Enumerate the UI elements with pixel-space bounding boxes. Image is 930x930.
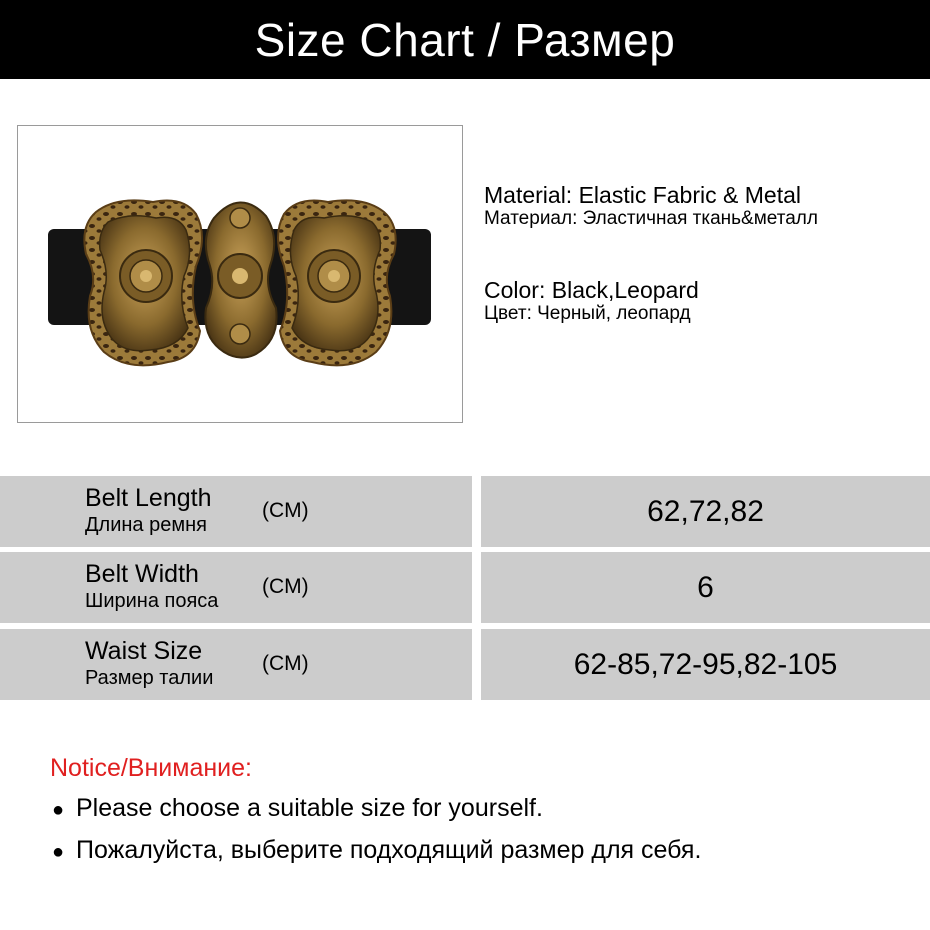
list-item	[52, 836, 701, 865]
row-label-en: Belt Width	[85, 560, 199, 588]
row-label-cell	[0, 552, 472, 623]
color-en: Color: Black,Leopard	[484, 277, 699, 303]
color-ru: Цвет: Черный, леопард	[484, 303, 691, 324]
bullet-icon: ●	[52, 799, 65, 821]
page-header	[0, 0, 930, 79]
row-label-en: Waist Size	[85, 637, 203, 665]
page-title: Size Chart / Размер	[254, 13, 676, 66]
table-row	[0, 629, 930, 700]
material-en: Material: Elastic Fabric & Metal	[484, 182, 801, 208]
row-value: 62-85,72-95,82-105	[481, 629, 930, 700]
notice-title: Notice/Внимание:	[50, 754, 252, 782]
row-unit: (CM)	[262, 499, 309, 522]
row-label-cell	[0, 476, 472, 547]
row-label-ru: Ширина пояса	[85, 590, 219, 612]
material-ru: Материал: Эластичная ткань&металл	[484, 208, 818, 229]
row-unit: (CM)	[262, 652, 309, 675]
row-label-cell	[0, 629, 472, 700]
notice-text: Please choose a suitable size for yourself.	[76, 794, 543, 822]
belt-buckle-icon	[18, 126, 464, 424]
notice-text: Пожалуйста, выберите подходящий размер для себя.	[76, 836, 702, 864]
table-row	[0, 552, 930, 623]
list-item	[52, 794, 543, 823]
row-value: 62,72,82	[481, 476, 930, 547]
product-image	[17, 125, 463, 423]
row-value: 6	[481, 552, 930, 623]
row-unit: (CM)	[262, 575, 309, 598]
color-info	[484, 277, 699, 325]
row-label-ru: Размер талии	[85, 667, 214, 689]
table-row	[0, 476, 930, 547]
row-label-ru: Длина ремня	[85, 514, 207, 536]
bullet-icon: ●	[52, 841, 65, 863]
row-label-en: Belt Length	[85, 484, 212, 512]
material-info	[484, 182, 818, 230]
